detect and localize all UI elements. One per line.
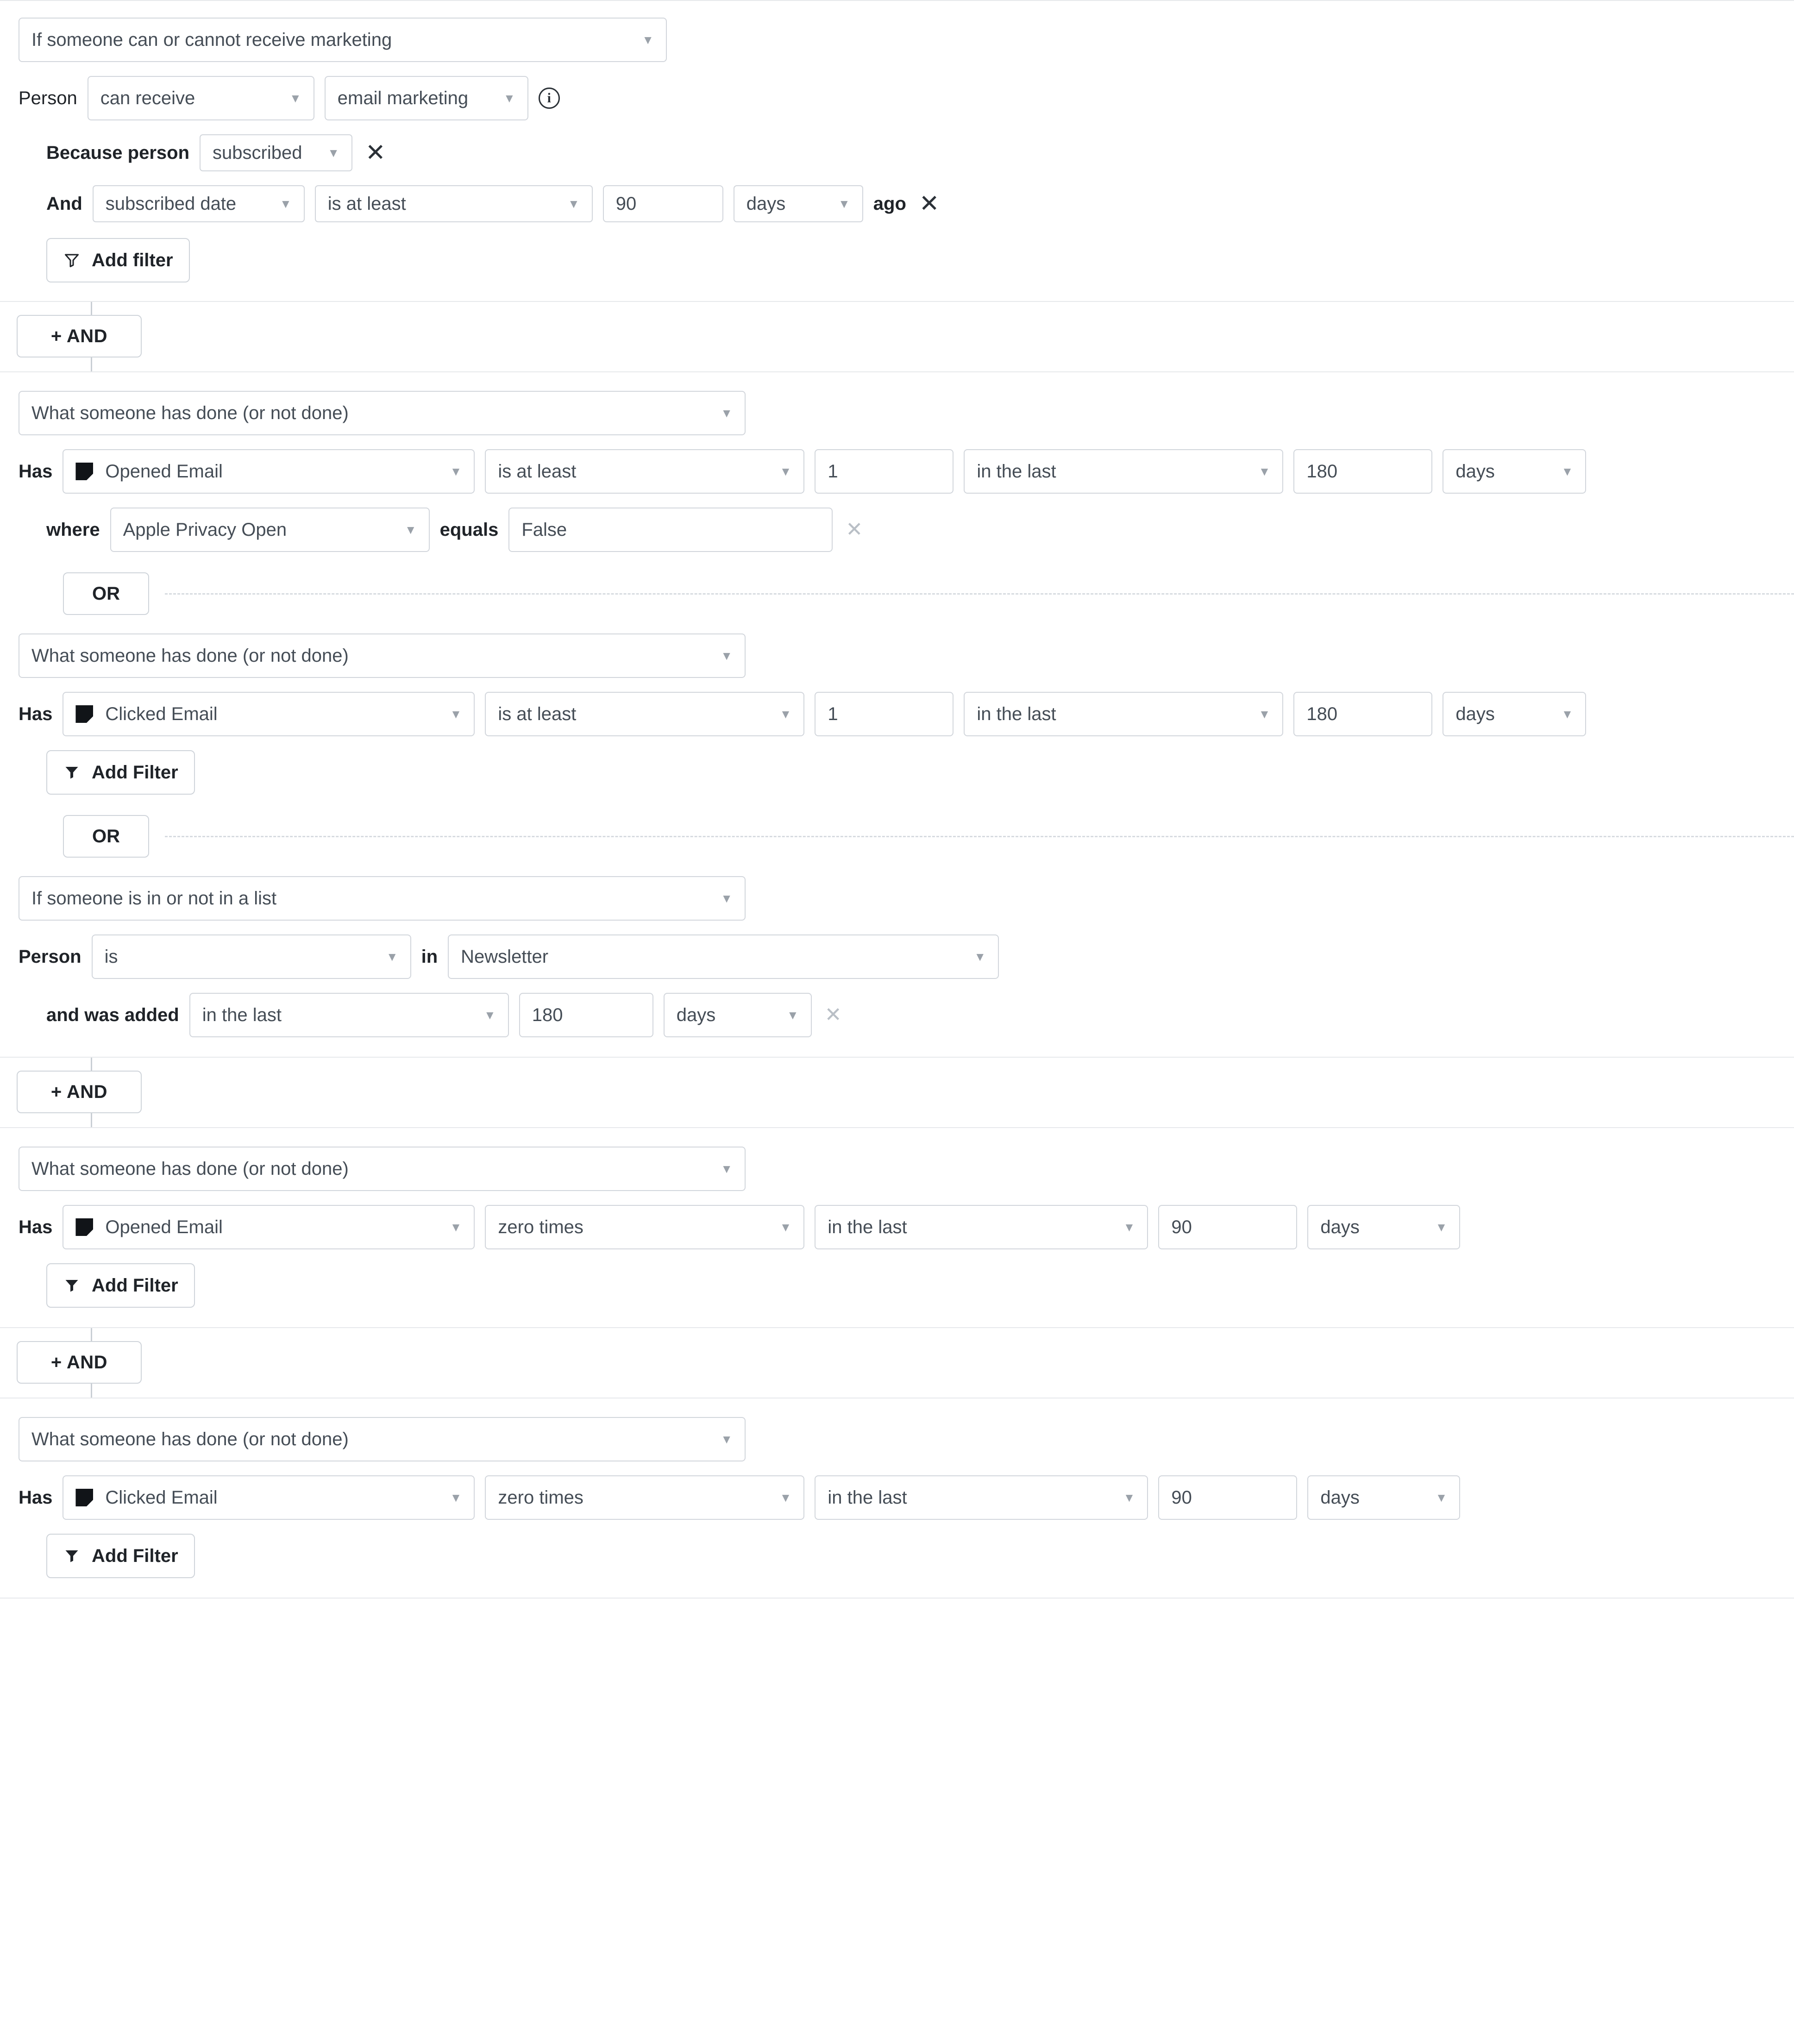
count-input-2b[interactable] bbox=[815, 692, 953, 736]
timeframe-select-3[interactable] bbox=[815, 1205, 1148, 1249]
timeframe-select-4[interactable] bbox=[815, 1475, 1148, 1520]
trigger-select-3-value: What someone has done (or not done) bbox=[31, 1158, 349, 1179]
trigger-select-3[interactable] bbox=[19, 1147, 746, 1191]
list-select-value: Newsletter bbox=[461, 946, 549, 967]
date-amount-value: 90 bbox=[615, 193, 637, 214]
condition-select-3[interactable] bbox=[485, 1205, 804, 1249]
time-value-2b: 180 bbox=[1306, 703, 1338, 724]
person-label: Person bbox=[19, 88, 77, 108]
chevron-down-icon: ▼ bbox=[1123, 1220, 1135, 1234]
in-label: in bbox=[421, 946, 438, 967]
condition-group-4 bbox=[0, 1398, 1794, 1599]
added-timeframe-value: in the last bbox=[202, 1004, 282, 1025]
chevron-down-icon: ▼ bbox=[721, 649, 733, 663]
filter-icon bbox=[63, 252, 81, 269]
chevron-down-icon: ▼ bbox=[386, 950, 398, 964]
trigger-select-1-value: If someone can or cannot receive marketing bbox=[31, 29, 392, 50]
trigger-select-2a-value: What someone has done (or not done) bbox=[31, 402, 349, 423]
condition-select-2b-value: is at least bbox=[498, 703, 577, 724]
membership-value: is bbox=[104, 946, 118, 967]
metric-select-3[interactable] bbox=[63, 1205, 475, 1249]
trigger-row-3 bbox=[19, 1147, 1794, 1191]
metric-row-2b bbox=[19, 692, 1794, 736]
timeframe-select-2b-value: in the last bbox=[977, 703, 1056, 724]
has-label-3: Has bbox=[19, 1216, 53, 1237]
count-input-2a[interactable] bbox=[815, 449, 953, 494]
metric-row-3 bbox=[19, 1205, 1794, 1249]
trigger-row-2a bbox=[19, 391, 1794, 435]
add-filter-row-3 bbox=[46, 1263, 1794, 1308]
metric-select-4[interactable] bbox=[63, 1475, 475, 1520]
and-subscribed-date-row bbox=[46, 185, 1794, 222]
where-value-input-2a[interactable] bbox=[508, 508, 833, 552]
info-icon[interactable]: i bbox=[539, 88, 560, 109]
remove-was-added-row-button[interactable]: ✕ bbox=[824, 1003, 842, 1026]
or-label-1: OR bbox=[92, 583, 120, 604]
chevron-down-icon: ▼ bbox=[503, 91, 515, 105]
list-select[interactable] bbox=[448, 934, 999, 979]
trigger-row-1 bbox=[19, 18, 1794, 62]
time-value-3: 90 bbox=[1171, 1216, 1192, 1237]
metric-select-4-value: Clicked Email bbox=[105, 1487, 218, 1508]
condition-group-1 bbox=[0, 0, 1794, 302]
because-person-select[interactable] bbox=[200, 134, 352, 171]
or-button-2[interactable] bbox=[63, 815, 149, 858]
timeframe-select-2a-value: in the last bbox=[977, 461, 1056, 482]
time-unit-select-2b[interactable] bbox=[1443, 692, 1586, 736]
chevron-down-icon: ▼ bbox=[1561, 707, 1574, 721]
added-unit-value: days bbox=[676, 1004, 716, 1025]
chevron-down-icon: ▼ bbox=[838, 197, 850, 211]
add-filter-button-4[interactable] bbox=[46, 1534, 195, 1578]
date-unit-select[interactable] bbox=[734, 185, 863, 222]
subscribed-date-value: subscribed date bbox=[105, 193, 237, 214]
chevron-down-icon: ▼ bbox=[450, 1491, 462, 1505]
or-connector-1 bbox=[19, 572, 1794, 615]
or-connector-2 bbox=[19, 815, 1794, 858]
condition-select-2a[interactable] bbox=[485, 449, 804, 494]
add-and-label-3: + AND bbox=[50, 1352, 108, 1373]
chevron-down-icon: ▼ bbox=[1435, 1220, 1448, 1234]
condition-select-2b[interactable] bbox=[485, 692, 804, 736]
trigger-row-2b bbox=[19, 633, 1794, 678]
equals-label-2a: equals bbox=[439, 519, 499, 540]
trigger-row-4 bbox=[19, 1417, 1794, 1461]
add-filter-label-3: Add Filter bbox=[92, 1275, 178, 1296]
chevron-down-icon: ▼ bbox=[1258, 707, 1271, 721]
chevron-down-icon: ▼ bbox=[289, 91, 301, 105]
count-input-2b-value: 1 bbox=[828, 703, 838, 724]
date-operator-value: is at least bbox=[327, 193, 406, 214]
condition-group-2 bbox=[0, 371, 1794, 1058]
time-unit-select-3[interactable] bbox=[1307, 1205, 1460, 1249]
chevron-down-icon: ▼ bbox=[1123, 1491, 1135, 1505]
time-unit-select-2a[interactable] bbox=[1443, 449, 1586, 494]
metric-icon bbox=[75, 705, 93, 723]
added-timeframe-select[interactable] bbox=[189, 993, 509, 1037]
filter-icon bbox=[63, 1277, 81, 1294]
trigger-select-1[interactable] bbox=[19, 18, 667, 62]
timeframe-select-3-value: in the last bbox=[828, 1216, 907, 1237]
list-membership-row bbox=[19, 934, 1794, 979]
remove-and-row-button[interactable]: ✕ bbox=[919, 190, 940, 217]
or-label-2: OR bbox=[92, 826, 120, 846]
where-attribute-value-2a: Apple Privacy Open bbox=[123, 519, 287, 540]
chevron-down-icon: ▼ bbox=[721, 891, 733, 905]
add-filter-label-1: Add filter bbox=[92, 250, 173, 270]
time-unit-4-value: days bbox=[1320, 1487, 1360, 1508]
trigger-select-2b-value: What someone has done (or not done) bbox=[31, 645, 349, 666]
timeframe-select-2a[interactable] bbox=[964, 449, 1283, 494]
where-label-2a: where bbox=[46, 519, 100, 540]
add-filter-row-1 bbox=[46, 238, 1794, 282]
and-was-added-label: and was added bbox=[46, 1004, 179, 1025]
date-unit-value: days bbox=[746, 193, 786, 214]
or-divider-2 bbox=[165, 836, 1794, 837]
person-consent-row bbox=[19, 76, 1794, 120]
or-button-1[interactable] bbox=[63, 572, 149, 615]
date-amount-input[interactable] bbox=[603, 185, 723, 222]
trigger-select-4-value: What someone has done (or not done) bbox=[31, 1429, 349, 1449]
add-filter-row-4 bbox=[46, 1534, 1794, 1578]
chevron-down-icon: ▼ bbox=[721, 1162, 733, 1176]
chevron-down-icon: ▼ bbox=[1435, 1491, 1448, 1505]
because-person-label: Because person bbox=[46, 142, 190, 163]
chevron-down-icon: ▼ bbox=[721, 1432, 733, 1446]
condition-select-4-value: zero times bbox=[498, 1487, 583, 1508]
person-label-2c: Person bbox=[19, 946, 82, 967]
metric-icon bbox=[75, 463, 93, 480]
consent-select[interactable] bbox=[88, 76, 314, 120]
where-value-2a: False bbox=[521, 519, 567, 540]
add-filter-button-1[interactable] bbox=[46, 238, 190, 282]
ago-label: ago bbox=[873, 193, 906, 214]
chevron-down-icon: ▼ bbox=[642, 33, 654, 47]
chevron-down-icon: ▼ bbox=[779, 707, 792, 721]
count-input-2a-value: 1 bbox=[828, 461, 838, 482]
chevron-down-icon: ▼ bbox=[327, 146, 340, 160]
metric-icon bbox=[75, 1218, 93, 1236]
metric-select-3-value: Opened Email bbox=[105, 1216, 223, 1237]
chevron-down-icon: ▼ bbox=[721, 406, 733, 420]
chevron-down-icon: ▼ bbox=[404, 523, 417, 537]
filter-icon bbox=[63, 1548, 81, 1564]
added-value-input[interactable] bbox=[519, 993, 653, 1037]
time-value-input-2b[interactable] bbox=[1293, 692, 1432, 736]
chevron-down-icon: ▼ bbox=[1258, 464, 1271, 478]
add-and-button-2[interactable] bbox=[17, 1071, 142, 1113]
added-unit-select[interactable] bbox=[664, 993, 812, 1037]
condition-select-4[interactable] bbox=[485, 1475, 804, 1520]
metric-select-2a[interactable] bbox=[63, 449, 475, 494]
time-unit-2b-value: days bbox=[1455, 703, 1495, 724]
trigger-select-2a[interactable] bbox=[19, 391, 746, 435]
where-row-2a bbox=[46, 508, 1794, 552]
time-value-input-4[interactable] bbox=[1158, 1475, 1297, 1520]
add-and-button-1[interactable] bbox=[17, 315, 142, 357]
chevron-down-icon: ▼ bbox=[974, 950, 986, 964]
channel-select[interactable] bbox=[325, 76, 528, 120]
chevron-down-icon: ▼ bbox=[450, 707, 462, 721]
time-value-4: 90 bbox=[1171, 1487, 1192, 1508]
or-divider-1 bbox=[165, 593, 1794, 595]
add-filter-row-2b bbox=[46, 750, 1794, 795]
chevron-down-icon: ▼ bbox=[1561, 464, 1574, 478]
add-filter-label-2b: Add Filter bbox=[92, 762, 178, 783]
and-connector-3 bbox=[0, 1328, 1794, 1398]
consent-select-value: can receive bbox=[100, 88, 195, 108]
condition-group-3 bbox=[0, 1127, 1794, 1328]
chevron-down-icon: ▼ bbox=[450, 1220, 462, 1234]
chevron-down-icon: ▼ bbox=[787, 1008, 799, 1022]
because-person-value: subscribed bbox=[213, 142, 302, 163]
chevron-down-icon: ▼ bbox=[568, 197, 580, 211]
was-added-row bbox=[46, 993, 1794, 1037]
add-filter-button-2b[interactable] bbox=[46, 750, 195, 795]
timeframe-select-2b[interactable] bbox=[964, 692, 1283, 736]
chevron-down-icon: ▼ bbox=[450, 464, 462, 478]
metric-row-2a bbox=[19, 449, 1794, 494]
chevron-down-icon: ▼ bbox=[484, 1008, 496, 1022]
chevron-down-icon: ▼ bbox=[779, 1491, 792, 1505]
trigger-select-2c-value: If someone is in or not in a list bbox=[31, 888, 277, 909]
and-connector-2 bbox=[0, 1058, 1794, 1127]
trigger-select-2c[interactable] bbox=[19, 876, 746, 921]
time-unit-3-value: days bbox=[1320, 1216, 1360, 1237]
time-value-input-2a[interactable] bbox=[1293, 449, 1432, 494]
chevron-down-icon: ▼ bbox=[280, 197, 292, 211]
date-operator-select[interactable] bbox=[315, 185, 593, 222]
add-filter-button-3[interactable] bbox=[46, 1263, 195, 1308]
trigger-row-2c bbox=[19, 876, 1794, 921]
channel-select-value: email marketing bbox=[337, 88, 469, 108]
add-and-button-3[interactable] bbox=[17, 1341, 142, 1384]
add-filter-label-4: Add Filter bbox=[92, 1545, 178, 1566]
chevron-down-icon: ▼ bbox=[779, 464, 792, 478]
metric-select-2b-value: Clicked Email bbox=[105, 703, 218, 724]
time-unit-2a-value: days bbox=[1455, 461, 1495, 482]
metric-icon bbox=[75, 1489, 93, 1506]
has-label-4: Has bbox=[19, 1487, 53, 1508]
metric-select-2b[interactable] bbox=[63, 692, 475, 736]
time-value-2a: 180 bbox=[1306, 461, 1338, 482]
add-and-label-1: + AND bbox=[50, 326, 108, 346]
has-label-2b: Has bbox=[19, 703, 53, 724]
timeframe-select-4-value: in the last bbox=[828, 1487, 907, 1508]
subscribed-date-select[interactable] bbox=[93, 185, 305, 222]
chevron-down-icon: ▼ bbox=[779, 1220, 792, 1234]
add-and-label-2: + AND bbox=[50, 1081, 108, 1102]
condition-select-2a-value: is at least bbox=[498, 461, 577, 482]
condition-select-3-value: zero times bbox=[498, 1216, 583, 1237]
time-value-input-3[interactable] bbox=[1158, 1205, 1297, 1249]
trigger-select-2b[interactable] bbox=[19, 633, 746, 678]
added-value: 180 bbox=[532, 1004, 563, 1025]
filter-icon bbox=[63, 764, 81, 781]
trigger-select-4[interactable] bbox=[19, 1417, 746, 1461]
has-label-2a: Has bbox=[19, 461, 53, 482]
where-attribute-select-2a[interactable] bbox=[110, 508, 430, 552]
remove-because-row-button[interactable]: ✕ bbox=[365, 139, 386, 166]
metric-row-4 bbox=[19, 1475, 1794, 1520]
membership-select[interactable] bbox=[92, 934, 411, 979]
time-unit-select-4[interactable] bbox=[1307, 1475, 1460, 1520]
because-person-row bbox=[46, 134, 1794, 171]
remove-where-row-button-2a[interactable]: ✕ bbox=[846, 518, 863, 541]
and-connector-1 bbox=[0, 302, 1794, 371]
metric-select-2a-value: Opened Email bbox=[105, 461, 223, 482]
and-label: And bbox=[46, 193, 82, 214]
